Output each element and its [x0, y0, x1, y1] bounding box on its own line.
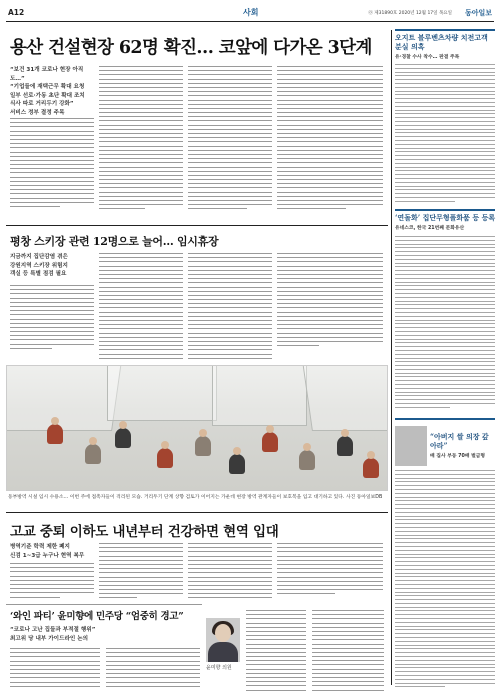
third-subhead: 신검 1~3급 누구나 현역 복무 [10, 552, 85, 559]
fourth-headline: ‘와인 파티’ 윤미향에 민주당 “엄중히 경고” [10, 611, 184, 622]
third-subheads [10, 543, 100, 560]
third-body-col3 [188, 543, 272, 602]
box-rule [395, 418, 495, 420]
page-header [6, 6, 494, 22]
section-label: 사회 [243, 8, 259, 17]
fourth-body-col3 [246, 610, 306, 691]
right-box2-title: ‘연돌화’ 집단무형폴화품 등 등록 [395, 213, 496, 222]
third-body-col4 [277, 543, 383, 597]
right-box3-sub: 배 집사 부동 70배 벌금형 [430, 454, 486, 459]
news-photo [6, 365, 388, 491]
lead-subhead: “보건 31개 코로나 현장 아직도…” [10, 67, 84, 82]
second-body-col2 [99, 253, 183, 362]
third-body-col2 [99, 543, 183, 602]
lead-subhead: 일부 선로·가동 초단 확대 조치 [10, 92, 85, 99]
third-subhead: 병역기준 학력 제한 폐지 [10, 544, 70, 550]
fourth-subhead: “코로나 고난 집들과 부적절 행위” [10, 627, 96, 633]
second-subhead: 지금까지 집단감염 겪은 [10, 254, 68, 260]
second-subhead: 강원지역 스키장 위험지 [10, 262, 68, 269]
right-box3-body [395, 470, 495, 690]
photo-caption: 동부방역 시설 임시 수용소… 이번 주에 접촉자들이 격리된 모습. 거리두기 단계 상향 검토가 이어지는 가운데 현장 방역 관계자들이 보호복을 입고 대기하고 있다. 사진 동아일보DB [8, 495, 383, 500]
third-body-col1 [10, 563, 94, 601]
right-box2-sub: 유네스코, 한국 21번째 문화유산 [395, 226, 465, 231]
second-body-col3 [188, 253, 272, 362]
fourth-subheads [10, 626, 200, 643]
person [363, 458, 379, 478]
lead-body-col2 [99, 66, 183, 213]
right-box1-body [395, 64, 495, 204]
person [195, 436, 211, 456]
tent [302, 365, 388, 431]
person [85, 444, 101, 464]
right-box3-title: “아버지 쌀 의장 갚아라” [430, 432, 489, 450]
box-rule [395, 209, 495, 211]
lead-subhead: “기업들에 재택근무 확대 요청 [10, 84, 85, 90]
lead-body-col1 [10, 118, 94, 210]
fourth-body-col2 [106, 648, 200, 690]
person [47, 424, 63, 444]
person [229, 454, 245, 474]
person [262, 432, 278, 452]
right-box2-body [395, 236, 495, 411]
divider [6, 604, 202, 605]
person [157, 448, 173, 468]
tent [6, 365, 122, 431]
right-box1-sub: 유·경찰 수사 착수… 판결 주목 [395, 55, 460, 60]
right-box1-title: 오지트 블루벤츠차량 치전고객 분실 의혹 [395, 33, 488, 51]
issue-meta: ㉧ 제31890호 2020년 12월 17일 목요일 [368, 11, 452, 16]
fourth-subhead: 최고위 당 내부 가이드라인 논의 [10, 635, 89, 642]
divider [6, 512, 388, 513]
politician-portrait [206, 618, 240, 662]
tent [212, 365, 307, 426]
lead-body-col3 [188, 66, 272, 213]
portrait-caption: 윤미향 의원 [206, 665, 232, 671]
side-photo [395, 426, 427, 466]
person [299, 450, 315, 470]
lead-subhead: 식사 따로 거리두기 강화” [10, 101, 74, 107]
fourth-body-col1 [10, 648, 100, 690]
divider [6, 225, 388, 226]
tent [107, 365, 217, 421]
box-rule [395, 29, 495, 31]
lead-subheads [10, 66, 95, 117]
page-number: A12 [8, 8, 25, 17]
brand-logo: 동아일보 [464, 9, 492, 17]
second-headline: 평창 스키장 관련 12명으로 늘어… 임시휴장 [10, 235, 219, 248]
person [337, 436, 353, 456]
lead-headline: 용산 건설현장 62명 확진… 코앞에 다가온 3단계 [10, 38, 372, 58]
person [115, 428, 131, 448]
column-divider [391, 30, 392, 685]
lead-subhead: 서비스 정부 결정 주목 [10, 109, 65, 116]
second-body-col4 [277, 253, 383, 349]
second-subhead: 객실 등 특별 점검 필요 [10, 271, 67, 277]
lead-body-col4 [277, 66, 383, 213]
second-subheads [10, 253, 98, 279]
second-body-col1 [10, 285, 94, 352]
fourth-body-col4 [312, 610, 384, 691]
third-headline: 고교 중퇴 이하도 내년부터 건강하면 현역 입대 [10, 524, 279, 540]
